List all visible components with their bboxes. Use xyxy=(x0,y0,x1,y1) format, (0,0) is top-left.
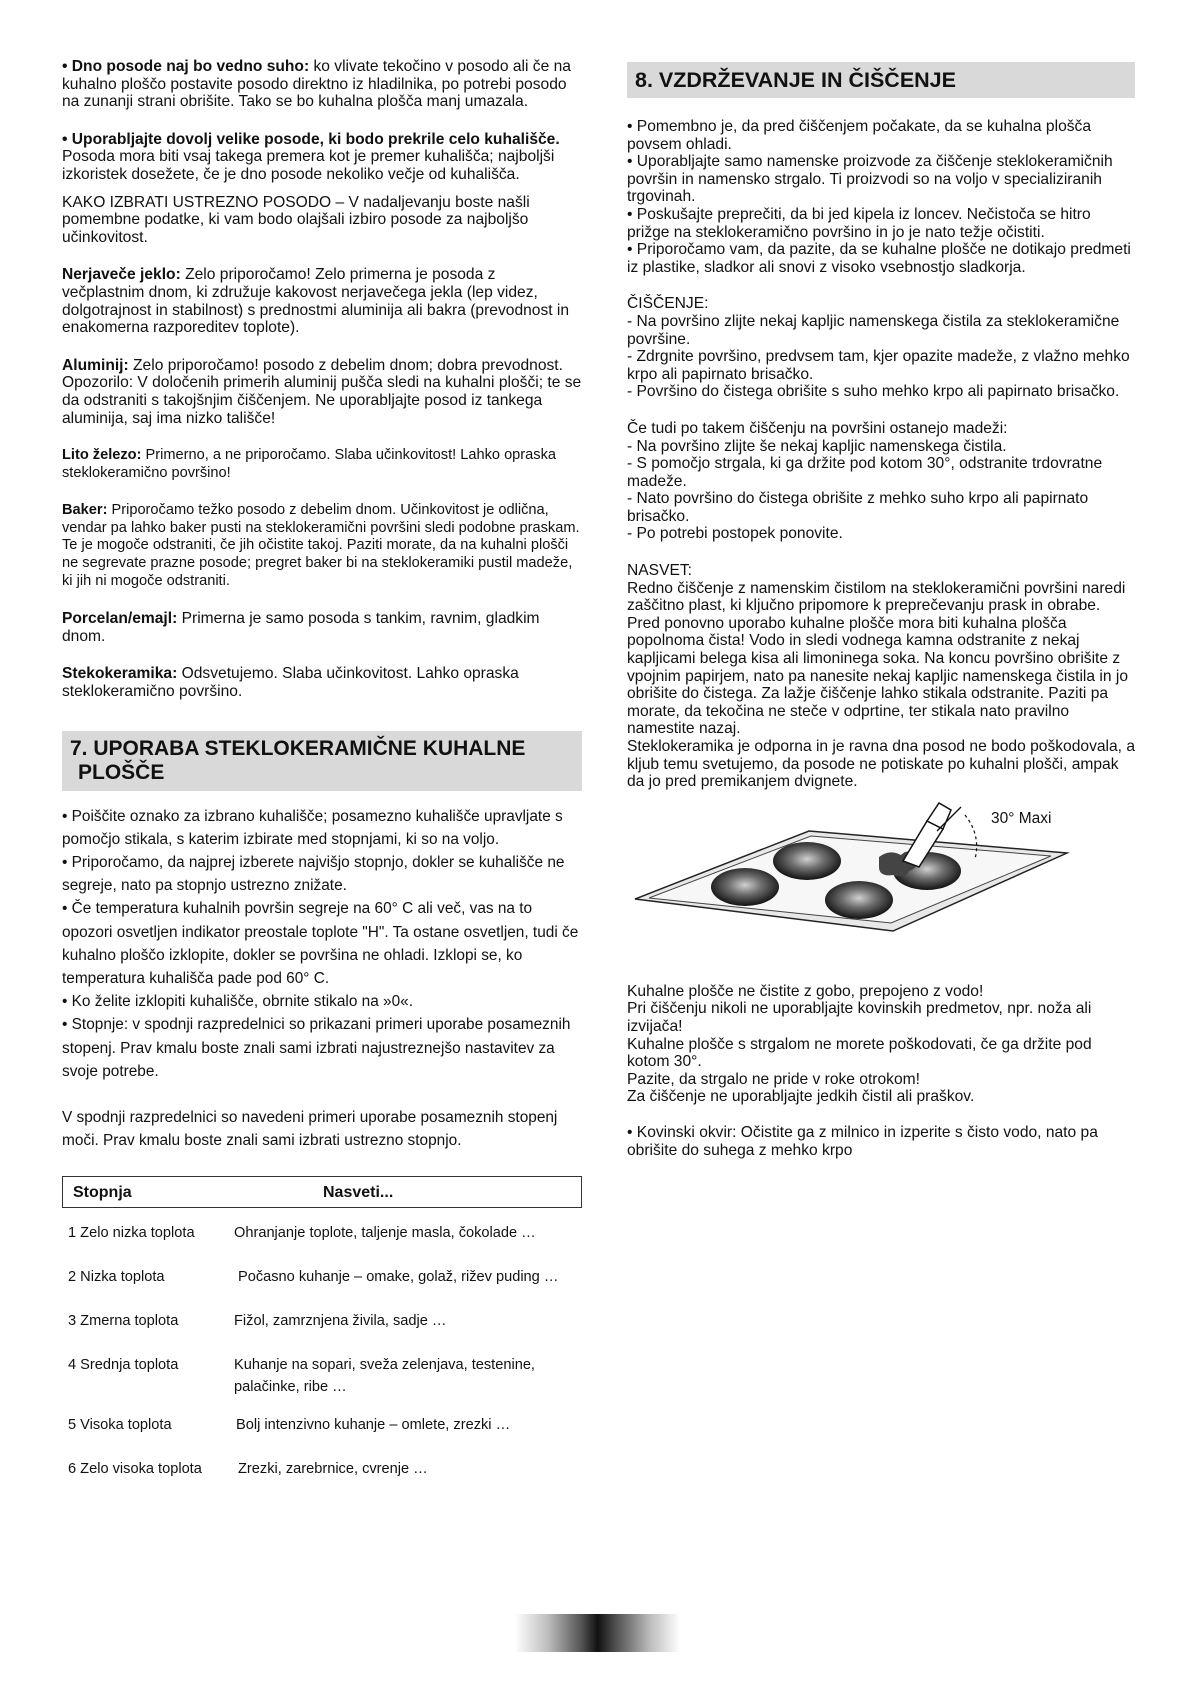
paragraph-how-to-choose: KAKO IZBRATI USTREZNO POSODO – V nadaljevanju boste našli pomembne podatke, ki vam bodo olajšali izbiro posode za najboljšo učinkovitost. xyxy=(62,193,530,246)
table-header-nasveti: Nasveti... xyxy=(323,1183,394,1201)
list-item: • Poiščite oznako za izbrano kuhališče; posamezno kuhališče upravljate s pomočjo stikala, s katerim izbirate med stopnjami, ki so na voljo. xyxy=(62,807,563,848)
table-row: 4 Srednja toplota Kuhanje na sopari, sveža zelenjava, testenine, palačinke, ribe … xyxy=(68,1357,535,1396)
table-row: 1 Zelo nizka toplota Ohranjanje toplote, taljenje masla, čokolade … xyxy=(68,1225,536,1242)
list-item: • Priporočamo, da najprej izberete najvišjo stopnjo, dokler se kuhališče ne segreje, nato pa stopnjo ustrezno znižate. xyxy=(62,854,565,895)
list-item: • Uporabljajte samo namenske proizvode za čiščenje steklokeramičnih površin in namensko strgalo. Ti proizvodi so na voljo v specializiranih trgovinah. xyxy=(627,153,1113,206)
cooking-zone xyxy=(711,868,779,906)
page-footer-bar xyxy=(515,1614,680,1652)
tip-title: NASVET: xyxy=(627,562,692,580)
warning-line: Kuhalne plošče s strgalom ne morete poškodovati, če ga držite pod kotom 30°. xyxy=(627,1035,1092,1071)
stains-block xyxy=(627,420,1135,543)
list-item: - Na površino zlijte še nekaj kapljic namenskega čistila. xyxy=(627,437,1007,455)
table-row: 6 Zelo visoka toplota Zrezki, zarebrnice, cvrenje … xyxy=(68,1461,428,1478)
list-item: • Stopnje: v spodnji razpredelnici so prikazani primeri uporabe posameznih stopenj. Prav kmalu boste znali sami izbrati najustreznejšo nastavitev za svoje potrebe. xyxy=(62,1016,571,1080)
warning-line: Za čiščenje ne uporabljajte jedkih čistil ali praškov. xyxy=(627,1088,975,1106)
list-item: - Na površino zlijte nekaj kapljic namenskega čistila za steklokeramične površine. xyxy=(627,312,1120,348)
table-header xyxy=(62,1176,582,1208)
angle-label: 30° Maxi xyxy=(991,809,1052,827)
warning-line: Pri čiščenju nikoli ne uporabljajte kovinskih predmetov, npr. noža ali izvijača! xyxy=(627,1000,1092,1035)
list-item: - S pomočjo strgala, ki ga držite pod kotom 30°, odstranite trdovratne madeže. xyxy=(627,455,1103,490)
cleaning-block xyxy=(627,295,1135,401)
list-item: • Poskušajte preprečiti, da bi jed kipela iz loncev. Nečistoča se hitro prižge na steklokeramično površino in jo je nato težje očistiti. xyxy=(627,205,1091,241)
warnings-block xyxy=(627,983,1135,1106)
table-header-stopnja: Stopnja xyxy=(73,1183,132,1201)
paragraph-stainless: Nerjaveče jeklo: Zelo priporočamo! Zelo primerna je posoda z večplastnim dnom, ki združuje kakovost nerjavečega jekla (lep videz, dolgotrajnost in stabilnost) s prednostmi aluminija ali bakra (prevodnost in enakomerna razporeditev toplote). xyxy=(62,266,570,337)
table-row: 2 Nizka toplota Počasno kuhanje – omake, golaž, rižev puding … xyxy=(68,1269,559,1286)
right-column xyxy=(627,58,1135,1159)
list-item: - Zdrgnite površino, predvsem tam, kjer opazite madeže, z vlažno mehko krpo ali papirnato brisačko. xyxy=(627,348,1130,383)
hob-drawing xyxy=(627,801,1135,961)
warning-line: Pazite, da strgalo ne pride v roke otrokom! xyxy=(627,1070,920,1088)
table-row: 3 Zmerna toplota Fižol, zamrznjena živila, sadje … xyxy=(68,1313,447,1330)
list-item: - Po potrebi postopek ponovite. xyxy=(627,525,843,543)
scraper-illustration xyxy=(627,801,1135,961)
tip-text-2: Steklokeramika je odporna in je ravna dna posod ne bodo poškodovala, a kljub temu svetujemo, da posode ne potiskate po kuhalni plošči, ampak da jo pred premikanjem dvignete. xyxy=(627,738,1136,791)
section-8-heading: 8. VZDRŽEVANJE IN ČIŠČENJE xyxy=(627,62,1135,98)
list-item: • Ko želite izklopiti kuhališče, obrnite stikalo na »0«. xyxy=(62,993,414,1011)
paragraph-copper: Baker: Priporočamo težko posodo z debelim dnom. Učinkovitost je odlična, vendar pa lahko baker pusti na steklokeramični površini sledi podobne praskam. Te je mogoče odstraniti, če jih očistite takoj. Paziti morate, da na kuhalni plošči ne segrevate prazne posode; pregret baker bi na steklokeramiki pustil madeže, ki jih ni mogoče odstraniti. xyxy=(62,502,580,589)
maintenance-bullets xyxy=(627,118,1135,276)
list-item: • Priporočamo vam, da pazite, da se kuhalne plošče ne dotikajo predmeti iz plastike, sladkor ali snovi z visoko vsebnostjo sladkorja. xyxy=(627,241,1131,276)
stains-title: Če tudi po takem čiščenju na površini ostanejo madeži: xyxy=(627,419,1008,437)
cooking-zone xyxy=(773,842,841,880)
section-7-heading: 7. UPORABA STEKLOKERAMIČNE KUHALNE PLOŠČE xyxy=(62,731,582,791)
list-item: - Površino do čistega obrišite s suho mehko krpo ali papirnato brisačko. xyxy=(627,383,1120,401)
paragraph-pot-size: • Uporabljajte dovolj velike posode, ki bodo prekrile celo kuhališče. Posoda mora biti vsaj takega premera kot je premer kuhališča; najboljši izkoristek dosežete, če je dno posode nekoliko večje od kuhališča. xyxy=(62,130,560,183)
left-column xyxy=(62,58,582,1508)
paragraph-porcelain: Porcelan/emajl: Primerna je samo posoda s tankim, ravnim, gladkim dnom. xyxy=(62,610,540,645)
list-item: • Pomembno je, da pred čiščenjem počakate, da se kuhalna plošča povsem ohladi. xyxy=(627,118,1092,153)
paragraph-cast-iron: Lito železo: Primerno, a ne priporočamo. Slaba učinkovitost! Lahko opraska steklokeramično površino! xyxy=(62,447,556,481)
metal-frame-note: • Kovinski okvir: Očistite ga z milnico in izperite s čisto vodo, nato pa obrišite do suhega z mehko krpo xyxy=(627,1123,1098,1159)
settings-table xyxy=(62,1208,582,1508)
tip-block xyxy=(627,562,1135,791)
cooking-zone xyxy=(825,881,893,919)
warning-line: Kuhalne plošče ne čistite z gobo, prepojeno z vodo! xyxy=(627,982,984,1000)
list-item: • Če temperatura kuhalnih površin segreje na 60° C ali več, vas na to opozori osvetljen indikator preostale toplote "H". Ta ostane osvetljen, tudi če kuhalno ploščo izklopite, dokler se površina ne ohladi. Izklopi se, ko temperatura kuhališča pade pod 60° C. xyxy=(62,900,579,988)
section-7-list xyxy=(62,805,582,1153)
tip-text: Redno čiščenje z namenskim čistilom na steklokeramični površini naredi zaščitno plast, ki ključno pripomore k preprečevanju prask in obrabe. Pred ponovno uporabo kuhalne plošče mora biti kuhalna plošča popolnoma čista! Vodo in sledi vodnega kamna odstranite z nekaj kapljicami belega kisa ali limoninega soka. Na koncu površino obrišite z vpojnim papirjem, nato pa nanesite nekaj kapljic namenskega čistila in jo obrišite do čistega. Za lažje čiščenje lahko stikala odstranite. Paziti pa morate, da tekočina ne steče v odprtine, ter stikala nato pravilno namestite nazaj. xyxy=(627,579,1129,738)
cleaning-title: ČIŠČENJE: xyxy=(627,295,709,313)
list-item: - Nato površino do čistega obrišite z mehko suho krpo ali papirnato brisačko. xyxy=(627,490,1089,525)
paragraph-aluminium: Aluminij: Zelo priporočamo! posodo z debelim dnom; dobra prevodnost. Opozorilo: V določenih primerih aluminij pušča sledi na kuhalni plošči; te se da odstraniti s takojšnjim čiščenjem. Ne uporabljajte posod iz tankega aluminija, saj ima nizko tališče! xyxy=(62,356,582,427)
table-row: 5 Visoka toplota Bolj intenzivno kuhanje – omlete, zrezki … xyxy=(68,1417,511,1434)
section-7-note: V spodnji razpredelnici so navedeni primeri uporabe posameznih stopenj moči. Prav kmalu boste znali sami izbrati ustrezno stopnjo. xyxy=(62,1109,558,1150)
paragraph-dry-bottom: • Dno posode naj bo vedno suho: ko vlivate tekočino v posodo ali če na kuhalno ploščo postavite posodo direktno iz hladilnika, po potrebi posodo na zunanji strani obrišite. Tako se bo kuhalna plošča manj umazala. xyxy=(62,58,571,111)
paragraph-glass-ceramic: Stekokeramika: Odsvetujemo. Slaba učinkovitost. Lahko opraska steklokeramično površino. xyxy=(62,665,519,701)
